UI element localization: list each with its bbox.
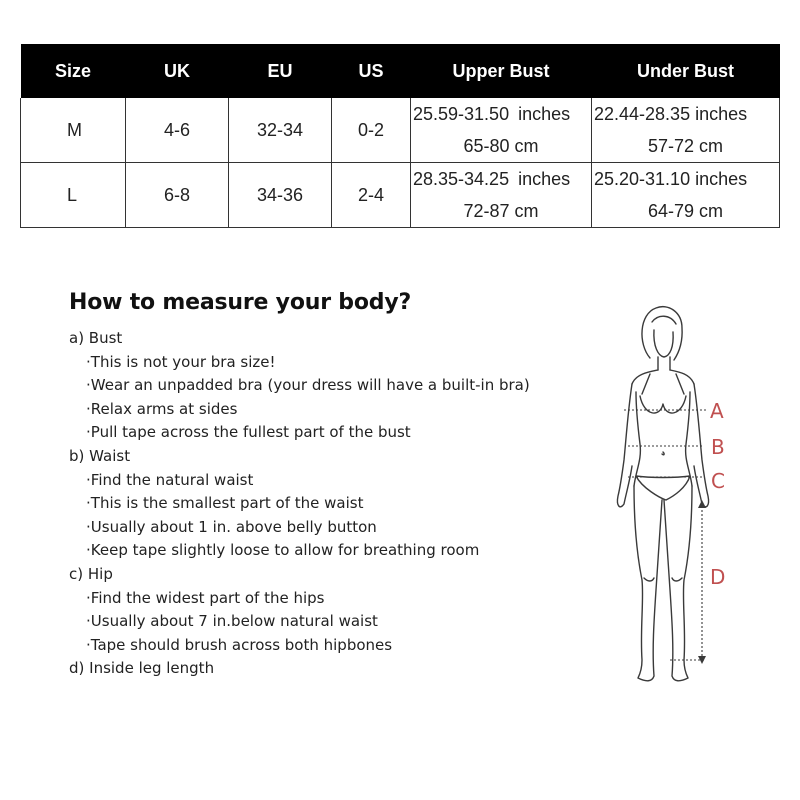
upper-bust-cell bbox=[411, 163, 592, 228]
knee-right bbox=[672, 578, 682, 581]
body-outline-illustration bbox=[590, 300, 740, 695]
section-heading: a) Bust bbox=[69, 329, 123, 347]
face-outline bbox=[654, 330, 673, 357]
list-item: · Usually about 7 in.below natural waist bbox=[69, 610, 589, 634]
list-item: · This is not your bra size! bbox=[69, 351, 589, 375]
briefs-outline bbox=[636, 476, 690, 500]
column-header-eu: EU bbox=[229, 44, 332, 98]
list-item: · Relax arms at sides bbox=[69, 398, 589, 422]
marker-label-a: A bbox=[710, 399, 724, 423]
upper-bust-inches-unit: inches bbox=[518, 104, 571, 124]
upper-bust-inches-value: 28.35-34.25 bbox=[413, 169, 510, 189]
section-heading: c) Hip bbox=[69, 564, 113, 583]
marker-label-b: B bbox=[711, 435, 725, 459]
size-chart-table bbox=[20, 44, 780, 228]
table-header-row bbox=[21, 44, 780, 98]
knee-left bbox=[644, 578, 654, 581]
size-cell: M bbox=[21, 98, 126, 163]
upper-bust-inches-value: 25.59-31.50 bbox=[413, 104, 510, 124]
column-header-us: US bbox=[332, 44, 411, 98]
under-bust-cm: 64-79 cm bbox=[647, 201, 724, 221]
list-item: · Keep tape slightly loose to allow for breathing room bbox=[69, 539, 589, 563]
torso-right bbox=[686, 392, 692, 486]
neck-outline bbox=[658, 357, 670, 370]
column-header-upper-bust: Upper Bust bbox=[411, 44, 592, 98]
table-row bbox=[21, 163, 780, 228]
section-heading: d) Inside leg length bbox=[69, 659, 215, 678]
leg-left bbox=[634, 486, 662, 681]
column-header-uk: UK bbox=[126, 44, 229, 98]
list-item: · Find the natural waist bbox=[69, 469, 589, 493]
shoulder-line-left bbox=[632, 370, 658, 384]
upper-bust-cm: 65-80 cm bbox=[463, 136, 539, 156]
size-cell: L bbox=[21, 163, 126, 228]
eu-cell: 34-36 bbox=[229, 163, 332, 228]
list-item: · Find the widest part of the hips bbox=[69, 587, 589, 611]
upper-bust-inches-unit: inches bbox=[518, 169, 571, 189]
shoulder-line-right bbox=[670, 370, 694, 384]
guide-section-hip bbox=[69, 563, 589, 657]
us-cell: 0-2 bbox=[332, 98, 411, 163]
table-row bbox=[21, 98, 780, 163]
under-bust-inches: 25.20-31.10 inches bbox=[594, 169, 748, 189]
navel bbox=[662, 452, 664, 455]
hair-fringe bbox=[652, 316, 676, 324]
uk-cell: 6-8 bbox=[126, 163, 229, 228]
column-header-size: Size bbox=[21, 44, 126, 98]
uk-cell: 4-6 bbox=[126, 98, 229, 163]
under-bust-inches: 22.44-28.35 inches bbox=[594, 104, 748, 124]
marker-label-c: C bbox=[711, 469, 725, 493]
upper-bust-cm: 72-87 cm bbox=[463, 201, 539, 221]
section-heading: b) Waist bbox=[69, 446, 131, 465]
leg-right bbox=[664, 486, 692, 681]
list-item: · Tape should brush across both hipbones bbox=[69, 634, 589, 658]
list-item: · Usually about 1 in. above belly button bbox=[69, 516, 589, 540]
measuring-guide bbox=[69, 290, 589, 681]
upper-bust-cell bbox=[411, 98, 592, 163]
marker-label-d: D bbox=[710, 565, 726, 589]
arm-left bbox=[617, 384, 632, 507]
list-item: · Wear an unpadded bra (your dress will have a built-in bra) bbox=[69, 374, 589, 398]
under-bust-cell bbox=[592, 163, 780, 228]
under-bust-cell bbox=[592, 98, 780, 163]
column-header-under-bust: Under Bust bbox=[592, 44, 780, 98]
body-measurement-figure bbox=[590, 300, 740, 695]
torso-left bbox=[634, 392, 640, 486]
guide-title: How to measure your body? bbox=[69, 290, 412, 315]
list-item: · This is the smallest part of the waist bbox=[69, 492, 589, 516]
arrow-up-icon bbox=[698, 500, 706, 508]
us-cell: 2-4 bbox=[332, 163, 411, 228]
list-item: · Pull tape across the fullest part of the bust bbox=[69, 421, 589, 445]
guide-section-waist bbox=[69, 445, 589, 563]
guide-section-inside-leg bbox=[69, 657, 589, 681]
eu-cell: 32-34 bbox=[229, 98, 332, 163]
hair-outline bbox=[642, 307, 682, 360]
guide-section-bust bbox=[69, 327, 589, 445]
under-bust-cm: 57-72 cm bbox=[647, 136, 724, 156]
arm-right bbox=[694, 384, 709, 507]
bra-outline bbox=[640, 374, 686, 413]
